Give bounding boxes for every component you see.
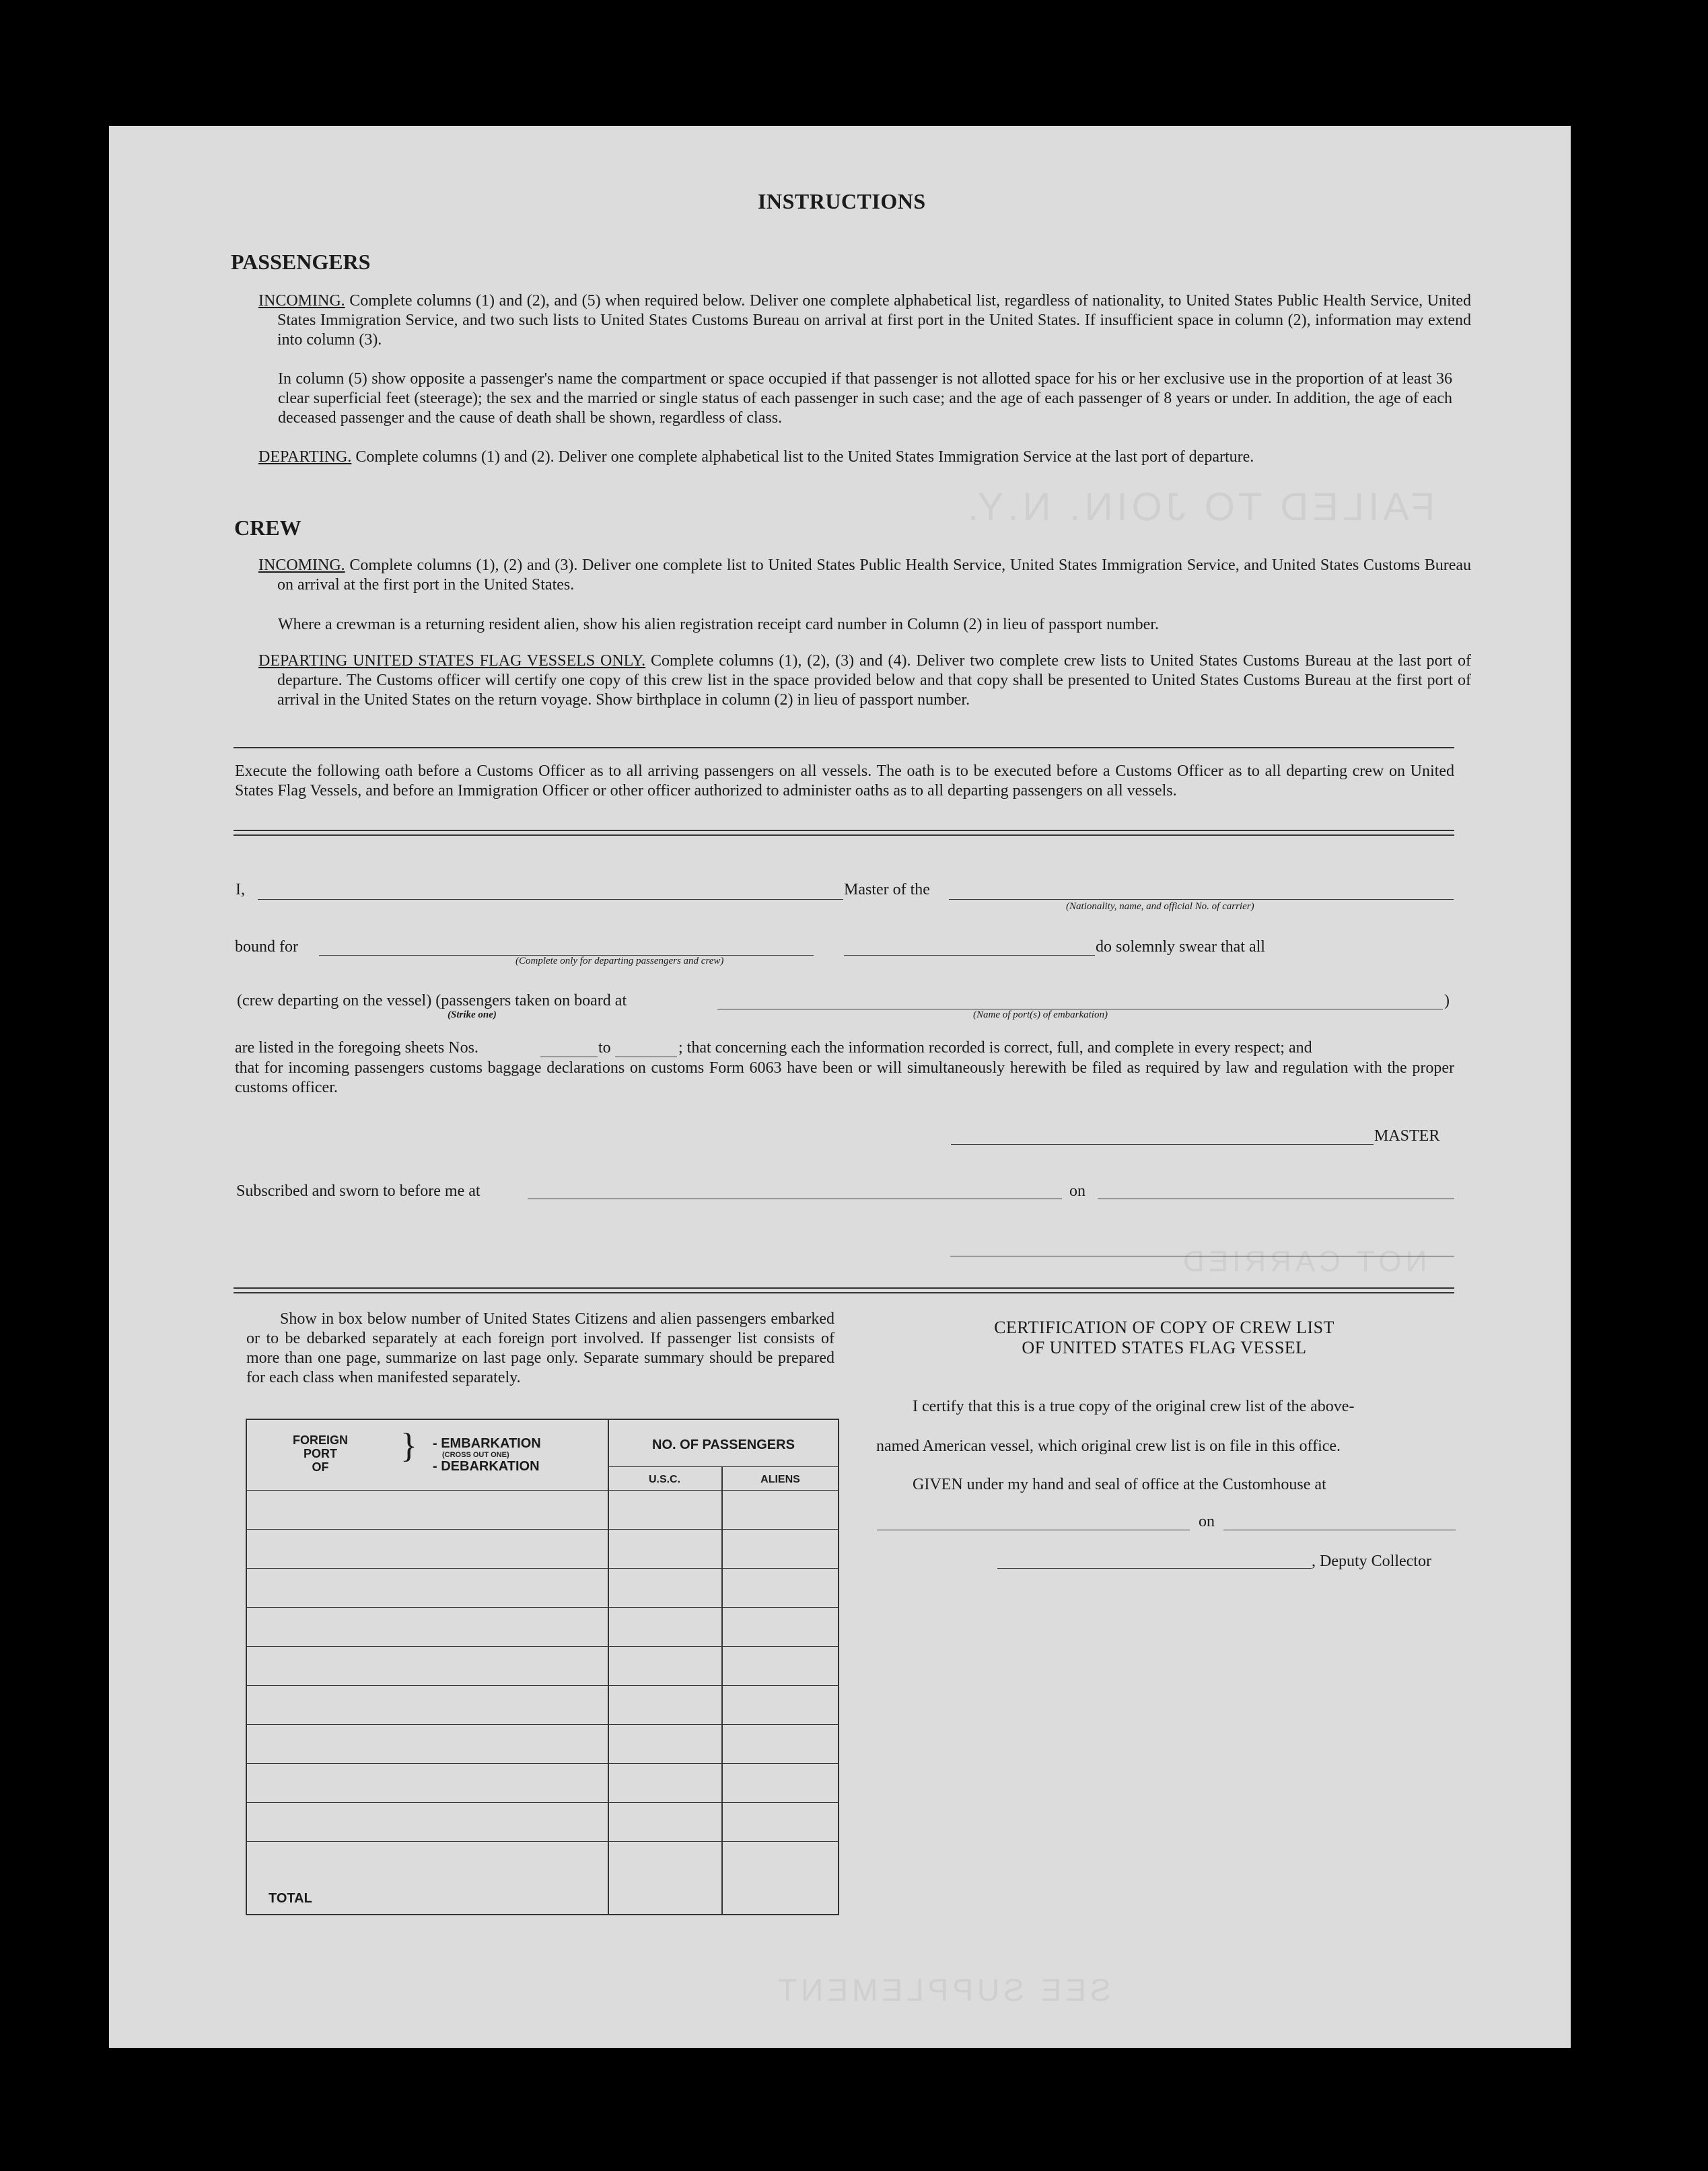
crew-departing-paragraph [258,651,1471,710]
master-label: MASTER [1374,1127,1440,1145]
master-signature-line[interactable] [951,1144,1374,1145]
table-row[interactable] [247,1685,838,1686]
ports-caption: (Name of port(s) of embarkation) [973,1009,1108,1020]
departing-text: Complete columns (1) and (2). Deliver one complete alphabetical list to the United States Immigration Service at the last port of departure. [351,448,1254,466]
table-row[interactable] [247,1763,838,1764]
table-row[interactable] [247,1607,838,1608]
crew-incoming-text: Complete columns (1), (2) and (3). Deliver one complete list to United States Public Health Service, United States Immigration Service, and United States Customs Bureau on arrival at the first port in the United States. [277,557,1471,594]
certification-heading-2: OF UNITED STATES FLAG VESSEL [1022,1338,1307,1357]
swear-text: do solemnly swear that all [1096,938,1265,956]
crew-departing-label: DEPARTING UNITED STATES FLAG VESSELS ONLY. [258,652,646,670]
see-supplement-stamp: SEE SUPPLEMENT [774,1972,1111,2007]
foreign-port-of-header [283,1433,357,1474]
crew-heading: CREW [234,515,301,540]
summary-instructions: Show in box below number of United States Citizens and alien passengers embarked or to be debarked separately at each foreign port involved. If passenger list consists of more than one page, summarize on last page only. Separate summary should be prepared for each class when manifested separately. [246,1310,834,1386]
bound-for-label: bound for [235,938,298,956]
table-row[interactable] [247,1724,838,1725]
certification-heading [875,1318,1454,1358]
table-row[interactable] [247,1490,838,1491]
passengers-column5-paragraph: In column (5) show opposite a passenger's name the compartment or space occupied if that passenger is not allotted space for his or her exclusive use in the proportion of at least 36 clear superficial feet (steerage); the sex and the married or single status of each passenger in such case; and the age of each passenger of 8 years or under. In addition, the age of each deceased passenger and the cause of death shall be shown, regardless of class. [278,370,1452,427]
page-title: INSTRUCTIONS [758,189,926,213]
table-vline-2 [721,1466,723,1914]
crew-departing-text: Complete columns (1), (2), (3) and (4). Deliver two complete crew lists to United States Customs Bureau at the last port of departure. The Customs officer will certify one copy of this crew list in the space provided below and that copy shall be presented to United States Customs Bureau at the first port of arrival in the United States on the return voyage. Show birthplace in column (2) in lieu of passport number. [277,652,1471,709]
passengers-incoming-paragraph [258,291,1471,350]
table-row[interactable] [247,1568,838,1569]
listed-text-1: are listed in the foregoing sheets Nos. [235,1039,478,1057]
certify-on: on [1199,1513,1215,1530]
certification-heading-1: CERTIFICATION OF COPY OF CREW LIST [994,1318,1335,1337]
brace-icon: } [400,1427,417,1465]
certify-line-1: I certify that this is a true copy of the original crew list of the above- [913,1398,1355,1415]
foreign-label: FOREIGN [292,1433,348,1447]
bound-for-line-2[interactable] [844,955,1095,956]
carrier-caption: (Nationality, name, and official No. of carrier) [1066,901,1254,912]
not-carried-stamp: NOT CARRIED [1179,1245,1427,1278]
aliens-header: ALIENS [760,1474,800,1485]
certify-line-2: named American vessel, which original crew list is on file in this office. [876,1437,1341,1455]
listed-text-rest: that for incoming passengers customs baggage declarations on customs Form 6063 have been or will simultaneously herewith be filed as required by law and regulation with the proper customs officer. [235,1059,1454,1096]
cross-out-one-label: (CROSS OUT ONE) [442,1451,509,1459]
port-label: PORT [303,1447,337,1460]
double-divider-2 [234,1287,1454,1293]
table-row[interactable] [247,1529,838,1530]
oath-i: I, [236,881,245,898]
failed-to-join-stamp: FAILED TO JOIN. N.Y. [964,485,1435,529]
passenger-summary-table [246,1419,839,1915]
bound-caption: (Complete only for departing passengers and crew) [515,956,724,966]
passengers-heading: PASSENGERS [231,250,371,274]
incoming-label: INCOMING. [258,292,345,310]
of-label: OF [312,1460,329,1474]
divider [234,747,1454,748]
master-of-the-label: Master of the [844,881,930,898]
total-label: TOTAL [269,1891,312,1906]
oath-intro: Execute the following oath before a Customs Officer as to all arriving passengers on all vessels. The oath is to be executed before a Customs Officer as to all departing crew on United States Flag Vessels, and before an Immigration Officer or other officer authorized to administer oaths as to all departing passengers on all vessels. [235,762,1454,799]
subscribed-label: Subscribed and sworn to before me at [236,1182,481,1200]
deputy-collector-label: , Deputy Collector [1312,1553,1431,1570]
usc-header: U.S.C. [648,1474,681,1485]
crew-incoming-label: INCOMING. [258,557,345,574]
table-row[interactable] [247,1841,838,1842]
table-vline-1 [608,1420,609,1914]
carrier-line[interactable] [949,899,1454,900]
table-subheader-line [608,1466,839,1467]
deputy-signature-line[interactable] [997,1568,1312,1569]
crew-resident-paragraph: Where a crewman is a returning resident alien, show his alien registration receipt card number in Column (2) in lieu of passport number. [278,616,1159,633]
no-of-passengers-header: NO. OF PASSENGERS [652,1437,795,1452]
close-paren: ) [1444,992,1450,1009]
subscribed-on: on [1069,1182,1086,1200]
table-row[interactable] [247,1802,838,1803]
certify-line-3: GIVEN under my hand and seal of office at the Customhouse at [913,1476,1326,1493]
incoming-text: Complete columns (1) and (2), and (5) when required below. Deliver one complete alphabetical list, regardless of nationality, to United States Public Health Service, United States Immigration Service, and two such lists to United States Customs Bureau on arrival at first port in the United States. If insufficient space in column (2), information may extend into column (3). [277,292,1471,349]
listed-text-2: ; that concerning each the information recorded is correct, full, and complete in every respect; and [678,1039,1312,1057]
passengers-departing-paragraph [258,448,1471,467]
embarkation-label: - EMBARKATION [433,1436,541,1451]
master-name-line[interactable] [258,899,843,900]
crew-incoming-paragraph [258,556,1471,595]
debarkation-label: - DEBARKATION [433,1459,540,1474]
listed-to: to [598,1039,611,1057]
departing-label: DEPARTING. [258,448,352,466]
strike-one-caption: (Strike one) [448,1009,497,1020]
crew-passengers-text: (crew departing on the vessel) (passengers taken on board at [237,992,627,1009]
table-row[interactable] [247,1646,838,1647]
double-divider [234,830,1454,836]
